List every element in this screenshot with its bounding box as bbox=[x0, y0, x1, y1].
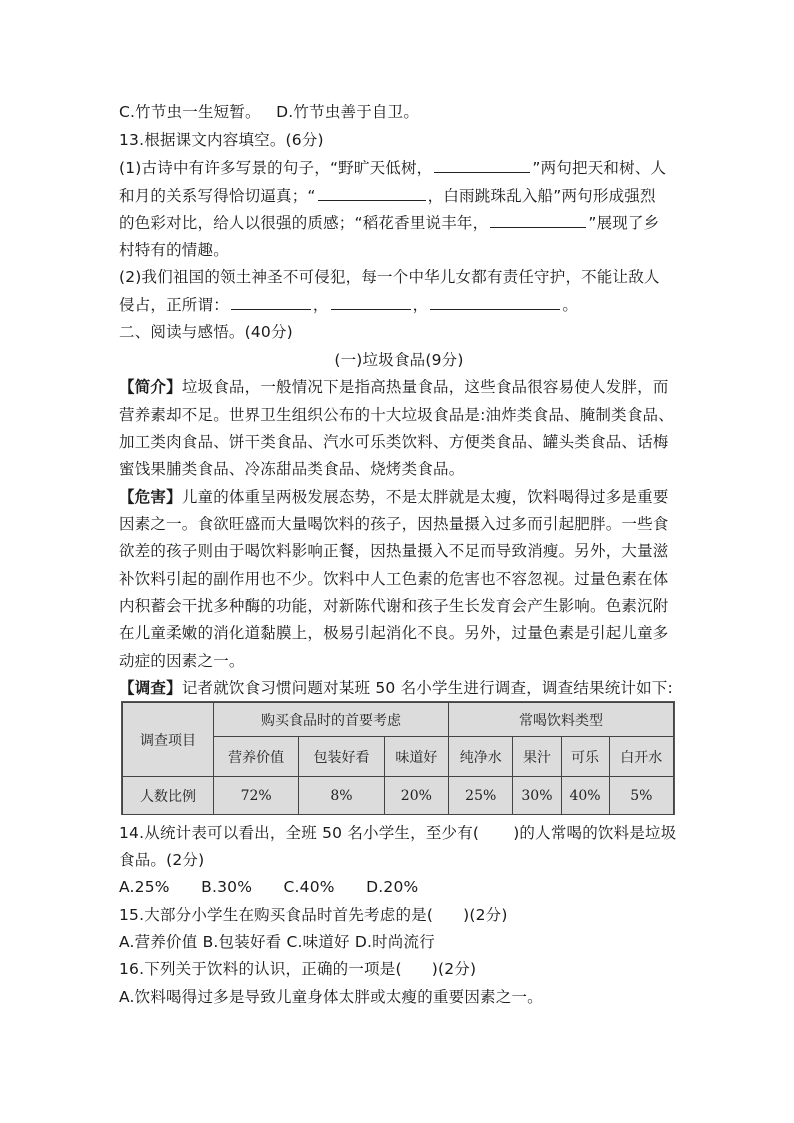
col-header: 味道好 bbox=[384, 737, 448, 777]
harm-line3: 欲差的孩子则由于喝饮料影响正餐，因热量摄入不足而导致消瘦。另外，大量滋 bbox=[119, 542, 669, 560]
table-cell: 5% bbox=[609, 777, 673, 815]
text: 14.从统计表可以看出，全班 50 名小学生，至少有( bbox=[119, 824, 480, 842]
fill-blank-5[interactable] bbox=[331, 292, 411, 310]
harm-line1 bbox=[119, 484, 679, 510]
col-header: 白开水 bbox=[609, 737, 673, 777]
intro-line4: 蜜饯果脯类食品、冷冻甜品类食品、烧烤类食品。 bbox=[119, 460, 465, 478]
survey-tag: 【调查】 bbox=[119, 679, 182, 697]
col-header: 营养价值 bbox=[214, 737, 299, 777]
harm-line5: 内积蓄会干扰多种酶的功能，对新陈代谢和孩子生长发育会产生影响。色素沉附 bbox=[119, 597, 669, 615]
q16-option-a: A.饮料喝得过多是导致儿童身体太胖或太瘦的重要因素之一。 bbox=[119, 988, 543, 1006]
q14-line2: 食品。(2分) bbox=[119, 851, 205, 869]
intro-line1 bbox=[119, 374, 679, 400]
text: 16.下列关于饮料的认识，正确的一项是( bbox=[119, 960, 402, 978]
text: ”两句把天和树、人 bbox=[532, 159, 667, 177]
text: )的人常喝的饮料是垃圾 bbox=[513, 824, 677, 842]
survey-table-photo bbox=[121, 701, 675, 815]
text: ，白雨跳珠乱入船”两句形成强烈 bbox=[427, 187, 656, 205]
q12-option-d: D.竹节虫善于自卫。 bbox=[276, 103, 420, 121]
ratio-label-cell: 人数比例 bbox=[123, 777, 214, 815]
text: 。 bbox=[562, 296, 579, 314]
q13-p1-line1 bbox=[119, 155, 679, 181]
passage-title: (一)垃圾食品(9分) bbox=[334, 351, 464, 369]
text: 15.大部分小学生在购买食品时首先考虑的是( bbox=[119, 906, 434, 924]
fill-blank-3[interactable] bbox=[490, 210, 586, 228]
text: 和月的关系写得恰切逼真；“ bbox=[119, 187, 316, 205]
text: 的色彩对比，给人以很强的质感；“稻花香里说丰年， bbox=[119, 214, 489, 232]
q12-options-line bbox=[119, 99, 679, 125]
harm-line7: 动症的因素之一。 bbox=[119, 652, 245, 670]
text: )(2分) bbox=[463, 906, 508, 924]
fill-blank-4[interactable] bbox=[231, 292, 311, 310]
text: )(2分) bbox=[431, 960, 477, 978]
fill-blank-1[interactable] bbox=[434, 155, 530, 173]
intro-line3: 加工类肉食品、饼干类食品、汽水可乐类饮料、方便类食品、罐头类食品、话梅 bbox=[119, 433, 669, 451]
text: ， bbox=[312, 296, 329, 314]
row-header-cell: 调查项目 bbox=[123, 703, 214, 777]
table-cell: 40% bbox=[561, 777, 609, 815]
q14-options: A.25% B.30% C.40% D.20% bbox=[119, 878, 419, 896]
harm-line2: 因素之一。食欲旺盛而大量喝饮料的孩子，因热量摄入过多而引起肥胖。一些食 bbox=[119, 515, 669, 533]
text: 侵占，正所谓： bbox=[119, 296, 229, 314]
table-cell: 8% bbox=[299, 777, 384, 815]
table-row bbox=[123, 777, 674, 815]
col-header: 包装好看 bbox=[299, 737, 384, 777]
text: 垃圾食品，一般情况下是指高热量食品，这些食品很容易使人发胖，而 bbox=[181, 378, 669, 396]
table-cell: 25% bbox=[449, 777, 513, 815]
intro-line2: 营养素却不足。世界卫生组织公布的十大垃圾食品是:油炸类食品、腌制类食品、 bbox=[119, 406, 674, 424]
group-header-drink: 常喝饮料类型 bbox=[449, 703, 674, 737]
col-header: 可乐 bbox=[561, 737, 609, 777]
survey-table bbox=[122, 702, 674, 815]
q13-p1-line3 bbox=[119, 210, 679, 236]
text: ”展现了乡 bbox=[588, 214, 660, 232]
table-cell: 30% bbox=[513, 777, 561, 815]
harm-line6: 在儿童柔嫩的消化道黏膜上，极易引起消化不良。另外，过量色素是引起儿童多 bbox=[119, 624, 669, 642]
text: (1)古诗中有许多写景的句子，“野旷天低树， bbox=[119, 159, 433, 177]
fill-blank-2[interactable] bbox=[318, 183, 426, 201]
harm-line4: 补饮料引起的副作用也不少。饮料中人工色素的危害也不容忽视。过量色素在体 bbox=[119, 570, 669, 588]
q13-p1-line4: 村特有的情趣。 bbox=[119, 241, 229, 259]
q12-option-c: C.竹节虫一生短暂。 bbox=[119, 103, 261, 121]
harm-tag: 【危害】 bbox=[119, 488, 182, 506]
text: 记者就饮食习惯问题对某班 50 名小学生进行调查，调查结果统计如下: bbox=[181, 679, 673, 697]
q13-stem: 13.根据课文内容填空。(6分) bbox=[119, 131, 324, 149]
intro-tag: 【简介】 bbox=[119, 378, 182, 396]
q14-line1 bbox=[119, 820, 679, 846]
section2-title: 二、阅读与感悟。(40分) bbox=[119, 323, 293, 341]
fill-blank-6[interactable] bbox=[430, 292, 560, 310]
group-header-food: 购买食品时的首要考虑 bbox=[214, 703, 449, 737]
text: 儿童的体重呈两极发展态势，不是太胖就是太瘦，饮料喝得过多是重要 bbox=[181, 488, 669, 506]
q13-p2-line1: (2)我们祖国的领土神圣不可侵犯，每一个中华儿女都有责任守护，不能让敌人 bbox=[119, 268, 660, 286]
col-header: 纯净水 bbox=[449, 737, 513, 777]
q15-stem bbox=[119, 902, 679, 928]
table-cell: 20% bbox=[384, 777, 448, 815]
q15-options: A.营养价值 B.包装好看 C.味道好 D.时尚流行 bbox=[119, 933, 435, 951]
q13-p2-line2 bbox=[119, 292, 679, 318]
col-header: 果汁 bbox=[513, 737, 561, 777]
q13-p1-line2 bbox=[119, 183, 679, 209]
table-row bbox=[123, 703, 674, 737]
text: ， bbox=[412, 296, 429, 314]
table-cell: 72% bbox=[214, 777, 299, 815]
survey-line1 bbox=[119, 675, 679, 701]
q16-stem bbox=[119, 956, 679, 982]
